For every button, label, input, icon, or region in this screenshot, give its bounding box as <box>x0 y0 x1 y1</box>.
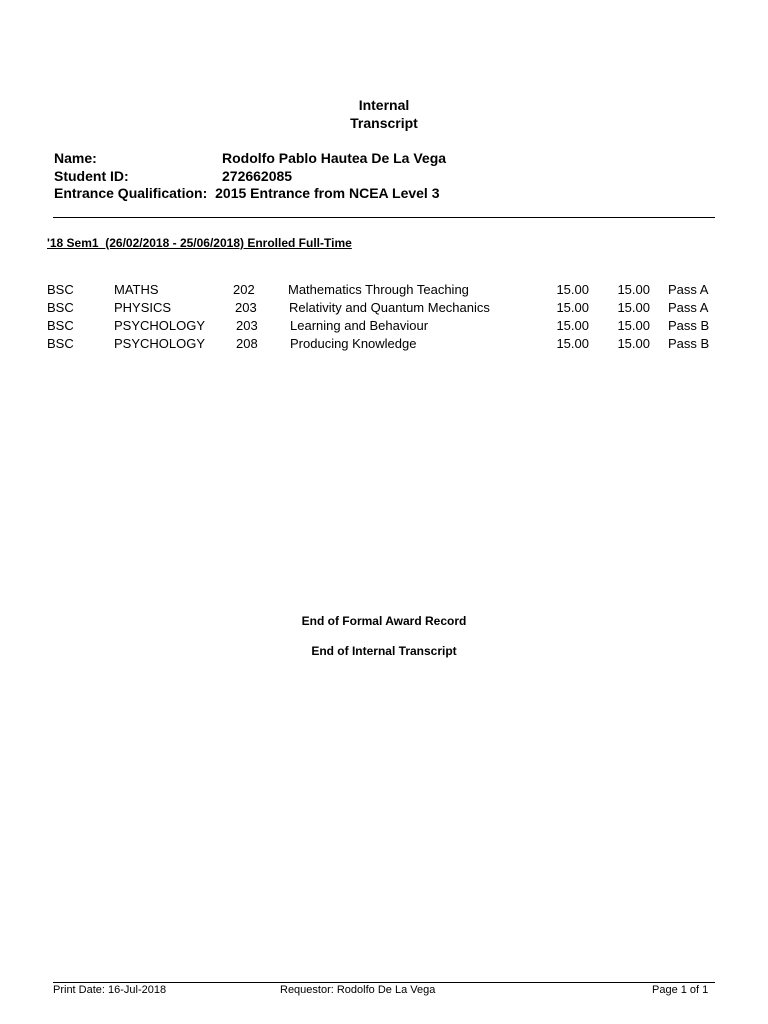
course-credits-attempted: 15.00 <box>556 282 589 297</box>
student-name-label: Name: <box>54 150 97 166</box>
requestor: Requestor: Rodolfo De La Vega <box>280 984 436 996</box>
course-credits-attempted: 15.00 <box>556 336 589 351</box>
course-title: Relativity and Quantum Mechanics <box>289 300 490 315</box>
course-row <box>0 335 768 353</box>
course-code: 203 <box>235 300 257 315</box>
course-grade: Pass B <box>668 318 710 333</box>
course-subject: MATHS <box>114 282 159 297</box>
student-id-value: 272662085 <box>222 168 293 184</box>
print-date: Print Date: 16-Jul-2018 <box>53 984 167 996</box>
course-title: Mathematics Through Teaching <box>288 282 469 297</box>
course-title: Producing Knowledge <box>290 336 417 351</box>
course-subject: PSYCHOLOGY <box>114 336 206 351</box>
course-credits-earned: 15.00 <box>617 300 650 315</box>
entrance-qualification-row <box>54 184 440 202</box>
course-grade: Pass B <box>668 336 710 351</box>
course-credits-attempted: 15.00 <box>556 318 589 333</box>
course-grade: Pass A <box>668 300 709 315</box>
header-divider <box>53 217 715 218</box>
student-id-row <box>54 167 293 185</box>
student-name-value: Rodolfo Pablo Hautea De La Vega <box>222 150 447 166</box>
course-row <box>0 317 768 335</box>
course-grade: Pass A <box>668 282 709 297</box>
end-of-transcript: End of Internal Transcript <box>311 644 457 658</box>
course-program: BSC <box>47 282 74 297</box>
course-credits-earned: 15.00 <box>617 318 650 333</box>
entrance-qualification-label: Entrance Qualification: <box>54 185 208 201</box>
course-code: 203 <box>236 318 258 333</box>
course-credits-earned: 15.00 <box>617 282 650 297</box>
course-title: Learning and Behaviour <box>290 318 429 333</box>
course-row <box>0 299 768 317</box>
student-id-label: Student ID: <box>54 168 129 184</box>
course-code: 202 <box>233 282 255 297</box>
course-program: BSC <box>47 318 74 333</box>
footer-divider <box>53 982 715 983</box>
document-title-line2: Transcript <box>350 115 418 131</box>
semester-heading: '18 Sem1 (26/02/2018 - 25/06/2018) Enrolled Full-Time <box>47 236 352 250</box>
course-program: BSC <box>47 336 74 351</box>
course-code: 208 <box>236 336 258 351</box>
course-credits-earned: 15.00 <box>617 336 650 351</box>
course-program: BSC <box>47 300 74 315</box>
end-of-award-record: End of Formal Award Record <box>301 614 467 628</box>
entrance-qualification-value: 2015 Entrance from NCEA Level 3 <box>215 185 440 201</box>
student-name-row <box>54 149 447 167</box>
course-row <box>0 281 768 299</box>
course-subject: PSYCHOLOGY <box>114 318 206 333</box>
document-title-line1: Internal <box>358 97 410 113</box>
course-subject: PHYSICS <box>114 300 172 315</box>
course-credits-attempted: 15.00 <box>556 300 589 315</box>
page-number: Page 1 of 1 <box>652 984 709 996</box>
